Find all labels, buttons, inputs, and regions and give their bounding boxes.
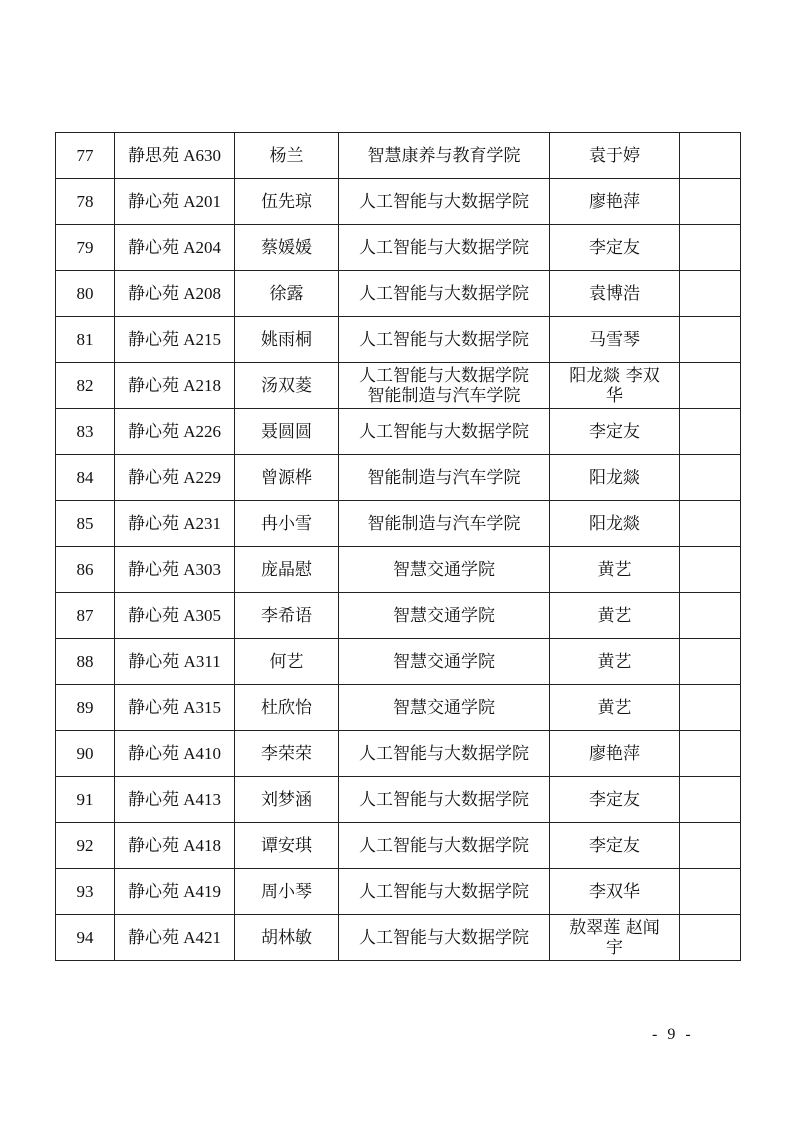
teacher-cell bbox=[550, 685, 680, 731]
page-number: - 9 - bbox=[652, 1026, 694, 1043]
student-name: 聂圆圆 bbox=[235, 409, 339, 455]
college-cell bbox=[339, 777, 550, 823]
remarks-cell bbox=[680, 225, 741, 271]
college-name: 人工智能与大数据学院 bbox=[359, 881, 529, 902]
teacher-name: 阳龙燚 bbox=[589, 513, 640, 534]
dorm-room: 静心苑 A418 bbox=[115, 823, 235, 869]
student-name: 李荣荣 bbox=[235, 731, 339, 777]
row-number: 87 bbox=[56, 593, 115, 639]
dorm-room: 静心苑 A208 bbox=[115, 271, 235, 317]
student-name: 杜欣怡 bbox=[235, 685, 339, 731]
dorm-room: 静心苑 A305 bbox=[115, 593, 235, 639]
teacher-name: 宇 bbox=[606, 937, 623, 958]
college-name: 人工智能与大数据学院 bbox=[359, 421, 529, 442]
dorm-room: 静心苑 A201 bbox=[115, 179, 235, 225]
row-number: 91 bbox=[56, 777, 115, 823]
teacher-name: 袁博浩 bbox=[589, 283, 640, 304]
teacher-name: 李定友 bbox=[589, 835, 640, 856]
teacher-cell bbox=[550, 409, 680, 455]
teacher-cell bbox=[550, 363, 680, 409]
student-name: 胡林敏 bbox=[235, 915, 339, 961]
remarks-cell bbox=[680, 823, 741, 869]
table-row bbox=[56, 731, 741, 777]
teacher-name: 廖艳萍 bbox=[589, 191, 640, 212]
college-cell bbox=[339, 639, 550, 685]
teacher-name: 李定友 bbox=[589, 421, 640, 442]
college-cell bbox=[339, 547, 550, 593]
college-cell bbox=[339, 455, 550, 501]
college-name: 智慧交通学院 bbox=[393, 651, 495, 672]
dorm-room: 静心苑 A204 bbox=[115, 225, 235, 271]
student-name: 周小琴 bbox=[235, 869, 339, 915]
college-name: 智慧康养与教育学院 bbox=[367, 145, 521, 166]
teacher-name: 廖艳萍 bbox=[589, 743, 640, 764]
college-cell bbox=[339, 869, 550, 915]
dorm-room: 静心苑 A303 bbox=[115, 547, 235, 593]
teacher-name: 马雪琴 bbox=[589, 329, 640, 350]
student-name: 曾源桦 bbox=[235, 455, 339, 501]
teacher-cell bbox=[550, 317, 680, 363]
row-number: 92 bbox=[56, 823, 115, 869]
teacher-name: 黄艺 bbox=[597, 697, 632, 718]
row-number: 89 bbox=[56, 685, 115, 731]
teacher-name: 阳龙燚 李双 bbox=[569, 365, 660, 386]
teacher-cell bbox=[550, 133, 680, 179]
teacher-cell bbox=[550, 593, 680, 639]
row-number: 94 bbox=[56, 915, 115, 961]
teacher-name: 阳龙燚 bbox=[589, 467, 640, 488]
dorm-room: 静心苑 A215 bbox=[115, 317, 235, 363]
row-number: 78 bbox=[56, 179, 115, 225]
remarks-cell bbox=[680, 409, 741, 455]
remarks-cell bbox=[680, 869, 741, 915]
remarks-cell bbox=[680, 363, 741, 409]
college-name: 人工智能与大数据学院 bbox=[359, 283, 529, 304]
teacher-name: 袁于婷 bbox=[589, 145, 640, 166]
college-name: 人工智能与大数据学院 bbox=[359, 329, 529, 350]
teacher-cell bbox=[550, 225, 680, 271]
dorm-room: 静心苑 A226 bbox=[115, 409, 235, 455]
college-cell bbox=[339, 593, 550, 639]
table-row bbox=[56, 869, 741, 915]
college-cell bbox=[339, 133, 550, 179]
remarks-cell bbox=[680, 685, 741, 731]
student-name: 汤双菱 bbox=[235, 363, 339, 409]
table-row bbox=[56, 915, 741, 961]
remarks-cell bbox=[680, 547, 741, 593]
college-cell bbox=[339, 685, 550, 731]
college-name: 人工智能与大数据学院 bbox=[359, 191, 529, 212]
college-cell bbox=[339, 271, 550, 317]
row-number: 83 bbox=[56, 409, 115, 455]
table-row bbox=[56, 225, 741, 271]
student-name: 李希语 bbox=[235, 593, 339, 639]
teacher-cell bbox=[550, 271, 680, 317]
table-row bbox=[56, 823, 741, 869]
teacher-name: 李定友 bbox=[589, 237, 640, 258]
table-row bbox=[56, 409, 741, 455]
dorm-room: 静心苑 A315 bbox=[115, 685, 235, 731]
student-name: 刘梦涵 bbox=[235, 777, 339, 823]
remarks-cell bbox=[680, 455, 741, 501]
row-number: 77 bbox=[56, 133, 115, 179]
college-cell bbox=[339, 317, 550, 363]
student-name: 徐露 bbox=[235, 271, 339, 317]
remarks-cell bbox=[680, 593, 741, 639]
college-name: 智能制造与汽车学院 bbox=[367, 467, 521, 488]
teacher-cell bbox=[550, 915, 680, 961]
student-name: 伍先琼 bbox=[235, 179, 339, 225]
row-number: 86 bbox=[56, 547, 115, 593]
student-name: 蔡媛媛 bbox=[235, 225, 339, 271]
row-number: 82 bbox=[56, 363, 115, 409]
teacher-cell bbox=[550, 455, 680, 501]
table-row bbox=[56, 271, 741, 317]
row-number: 79 bbox=[56, 225, 115, 271]
college-name: 智慧交通学院 bbox=[393, 697, 495, 718]
table-row bbox=[56, 777, 741, 823]
teacher-name: 黄艺 bbox=[597, 605, 632, 626]
college-cell bbox=[339, 501, 550, 547]
student-name: 庞晶慰 bbox=[235, 547, 339, 593]
college-name: 人工智能与大数据学院 bbox=[359, 237, 529, 258]
college-cell bbox=[339, 915, 550, 961]
college-name: 智能制造与汽车学院 bbox=[367, 513, 521, 534]
row-number: 90 bbox=[56, 731, 115, 777]
teacher-name: 敖翠莲 赵闻 bbox=[569, 917, 660, 938]
dorm-room: 静心苑 A231 bbox=[115, 501, 235, 547]
college-name: 人工智能与大数据学院 bbox=[359, 365, 529, 386]
row-number: 85 bbox=[56, 501, 115, 547]
student-name: 姚雨桐 bbox=[235, 317, 339, 363]
teacher-cell bbox=[550, 731, 680, 777]
row-number: 80 bbox=[56, 271, 115, 317]
college-name: 智能制造与汽车学院 bbox=[367, 385, 521, 406]
table-row bbox=[56, 317, 741, 363]
dorm-room: 静心苑 A413 bbox=[115, 777, 235, 823]
college-name: 人工智能与大数据学院 bbox=[359, 743, 529, 764]
table-row bbox=[56, 593, 741, 639]
college-name: 人工智能与大数据学院 bbox=[359, 789, 529, 810]
college-cell bbox=[339, 179, 550, 225]
dorm-room: 静思苑 A630 bbox=[115, 133, 235, 179]
student-name: 杨兰 bbox=[235, 133, 339, 179]
teacher-name: 华 bbox=[606, 385, 623, 406]
remarks-cell bbox=[680, 731, 741, 777]
teacher-cell bbox=[550, 823, 680, 869]
remarks-cell bbox=[680, 777, 741, 823]
teacher-cell bbox=[550, 501, 680, 547]
remarks-cell bbox=[680, 317, 741, 363]
college-cell bbox=[339, 225, 550, 271]
teacher-name: 黄艺 bbox=[597, 651, 632, 672]
college-name: 人工智能与大数据学院 bbox=[359, 927, 529, 948]
teacher-cell bbox=[550, 179, 680, 225]
row-number: 84 bbox=[56, 455, 115, 501]
remarks-cell bbox=[680, 501, 741, 547]
table-row bbox=[56, 363, 741, 409]
college-cell bbox=[339, 731, 550, 777]
student-name: 何艺 bbox=[235, 639, 339, 685]
teacher-cell bbox=[550, 639, 680, 685]
dorm-room: 静心苑 A419 bbox=[115, 869, 235, 915]
college-cell bbox=[339, 409, 550, 455]
table-body bbox=[56, 133, 741, 961]
college-name: 智慧交通学院 bbox=[393, 605, 495, 626]
student-name: 谭安琪 bbox=[235, 823, 339, 869]
row-number: 93 bbox=[56, 869, 115, 915]
teacher-cell bbox=[550, 869, 680, 915]
remarks-cell bbox=[680, 271, 741, 317]
dorm-room: 静心苑 A410 bbox=[115, 731, 235, 777]
dormitory-table bbox=[55, 132, 741, 961]
table-row bbox=[56, 685, 741, 731]
dorm-room: 静心苑 A311 bbox=[115, 639, 235, 685]
table-row bbox=[56, 133, 741, 179]
table-row bbox=[56, 501, 741, 547]
college-cell bbox=[339, 363, 550, 409]
college-name: 智慧交通学院 bbox=[393, 559, 495, 580]
table-row bbox=[56, 547, 741, 593]
college-name: 人工智能与大数据学院 bbox=[359, 835, 529, 856]
remarks-cell bbox=[680, 915, 741, 961]
remarks-cell bbox=[680, 179, 741, 225]
student-name: 冉小雪 bbox=[235, 501, 339, 547]
remarks-cell bbox=[680, 133, 741, 179]
dorm-room: 静心苑 A229 bbox=[115, 455, 235, 501]
teacher-cell bbox=[550, 777, 680, 823]
table-row bbox=[56, 455, 741, 501]
teacher-name: 李双华 bbox=[589, 881, 640, 902]
dorm-room: 静心苑 A218 bbox=[115, 363, 235, 409]
remarks-cell bbox=[680, 639, 741, 685]
college-cell bbox=[339, 823, 550, 869]
row-number: 88 bbox=[56, 639, 115, 685]
dorm-room: 静心苑 A421 bbox=[115, 915, 235, 961]
row-number: 81 bbox=[56, 317, 115, 363]
table-row bbox=[56, 639, 741, 685]
teacher-cell bbox=[550, 547, 680, 593]
teacher-name: 李定友 bbox=[589, 789, 640, 810]
table-row bbox=[56, 179, 741, 225]
teacher-name: 黄艺 bbox=[597, 559, 632, 580]
